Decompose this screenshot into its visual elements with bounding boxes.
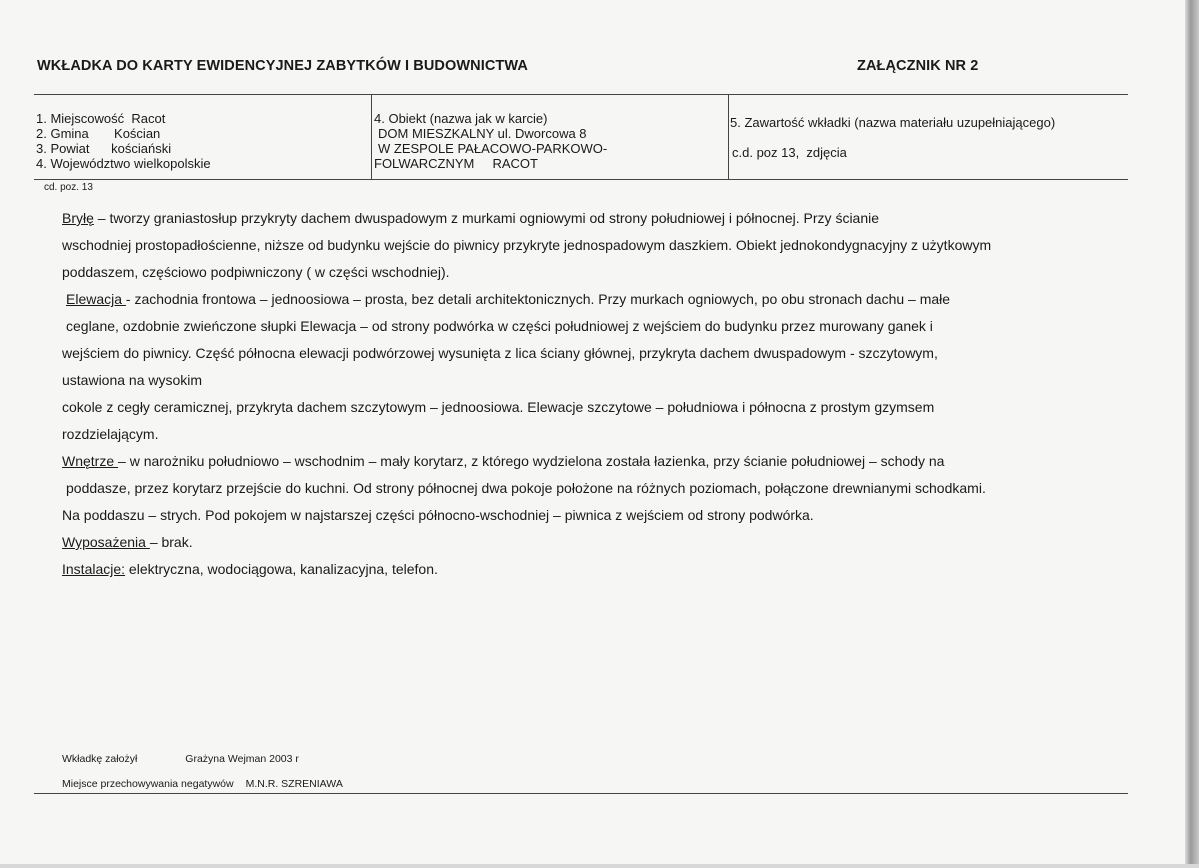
text-span: – tworzy graniastosłup przykryty dachem dwuspadowym z murkami ogniowymi od strony południowej i północnej. Przy ścianie	[93, 210, 880, 226]
paragraph-elewacja-5: cokole z cegły ceramicznej, przykryta dachem szczytowym – jednoosiowa. Elewacje szczytowe – południowa i północna z prostym gzymsem	[62, 399, 935, 415]
description-text	[62, 205, 1142, 583]
section-head-elewacja: Elewacja	[66, 291, 126, 307]
object-name-line3: FOLWARCZNYM RACOT	[374, 156, 538, 171]
created-by: Grażyna Wejman 2003 r	[185, 753, 299, 765]
district-line: 3. Powiat kościański	[36, 141, 172, 156]
contents-label: 5. Zawartość wkładki (nazwa materiału uzupełniającego)	[730, 115, 1056, 130]
object-name-line1: DOM MIESZKALNY ul. Dworcowa 8	[378, 126, 587, 141]
paragraph-elewacja-4: ustawiona na wysokim	[62, 372, 203, 388]
paragraph-instalacje	[62, 556, 1142, 583]
text-span: – w narożniku południowo – wschodnim – mały korytarz, z którego wydzielona została łazienka, przy ścianie południowej – schody na	[118, 453, 945, 469]
paragraph-wnetrze-3: Na poddaszu – strych. Pod pokojem w najstarszej części północno-wschodniej – piwnica z wejściem od strony podwórka.	[62, 507, 814, 523]
section-head-wyposazenie: Wyposażenia	[62, 534, 150, 550]
storage-value: M.N.R. SZRENIAWA	[245, 778, 343, 790]
card-bottom-edge	[0, 864, 1199, 868]
section-head-wnetrze: Wnętrze	[62, 453, 119, 469]
contents-column	[728, 95, 1128, 179]
object-column	[371, 95, 729, 179]
paragraph-elewacja-6: rozdzielającym.	[62, 426, 159, 442]
paragraph-wyposazenie	[62, 529, 1142, 556]
footer-created	[62, 753, 299, 765]
object-name-line2: W ZESPOLE PAŁACOWO-PARKOWO-	[378, 141, 608, 156]
created-label: Wkładkę założył	[62, 753, 138, 765]
text-span: - zachodnia frontowa – jednoosiowa – prosta, bez detali architektonicznych. Przy murkach ogniowych, po obu stronach dachu – małe	[125, 291, 951, 307]
paragraph-wnetrze-2: poddasze, przez korytarz przejście do kuchni. Od strony północnej dwa pokoje położone na różnych poziomach, połączone drewnianymi schodkami.	[66, 480, 986, 496]
attachment-number: ZAŁĄCZNIK NR 2	[857, 58, 979, 74]
location-column	[36, 95, 370, 179]
paragraph-bryla-1	[62, 205, 1142, 232]
section-head-instalacje: Instalacje:	[62, 561, 126, 577]
paragraph-elewacja-2: ceglane, ozdobnie zwieńczone słupki Elewacja – od strony podwórka w części południowej z wejściem do budynku przez murowany ganek i	[66, 318, 933, 334]
text-span: elektryczna, wodociągowa, kanalizacyjna, telefon.	[125, 561, 438, 577]
commune-line: 2. Gmina Kościan	[36, 126, 161, 141]
bottom-rule	[34, 793, 1128, 794]
paragraph-elewacja-3: wejściem do piwnicy. Część północna elewacji podwórzowej wysunięta z lica ściany głównej, przykryta dachem dwuspadowym - szczytowym,	[62, 345, 938, 361]
text-span: – brak.	[149, 534, 193, 550]
storage-label: Miejsce przechowywania negatywów	[62, 778, 234, 790]
contents-value: c.d. poz 13, zdjęcia	[732, 145, 847, 160]
paragraph-wnetrze-1	[62, 448, 1142, 475]
card-edge-shadow	[1185, 0, 1199, 868]
paragraph-bryla-2: wschodniej prostopadłościenne, niższe od budynku wejście do piwnicy przykryte jednospadowym daszkiem. Obiekt jednokondygnacyjny z użytkowym	[62, 237, 992, 253]
voivodeship-line: 4. Województwo wielkopolskie	[36, 156, 211, 171]
section-head-bryla: Bryłę	[62, 210, 94, 226]
footer-storage	[62, 778, 343, 790]
object-label: 4. Obiekt (nazwa jak w karcie)	[374, 111, 548, 126]
paragraph-elewacja-1	[62, 286, 1142, 313]
document-title: WKŁADKA DO KARTY EWIDENCYJNEJ ZABYTKÓW I BUDOWNICTWA	[37, 58, 528, 74]
paragraph-bryla-3: poddaszem, częściowo podpiwniczony ( w części wschodniej).	[62, 264, 450, 280]
continuation-label: cd. poz. 13	[44, 182, 93, 193]
locality-line: 1. Miejscowość Racot	[36, 111, 166, 126]
info-grid	[34, 94, 1128, 180]
